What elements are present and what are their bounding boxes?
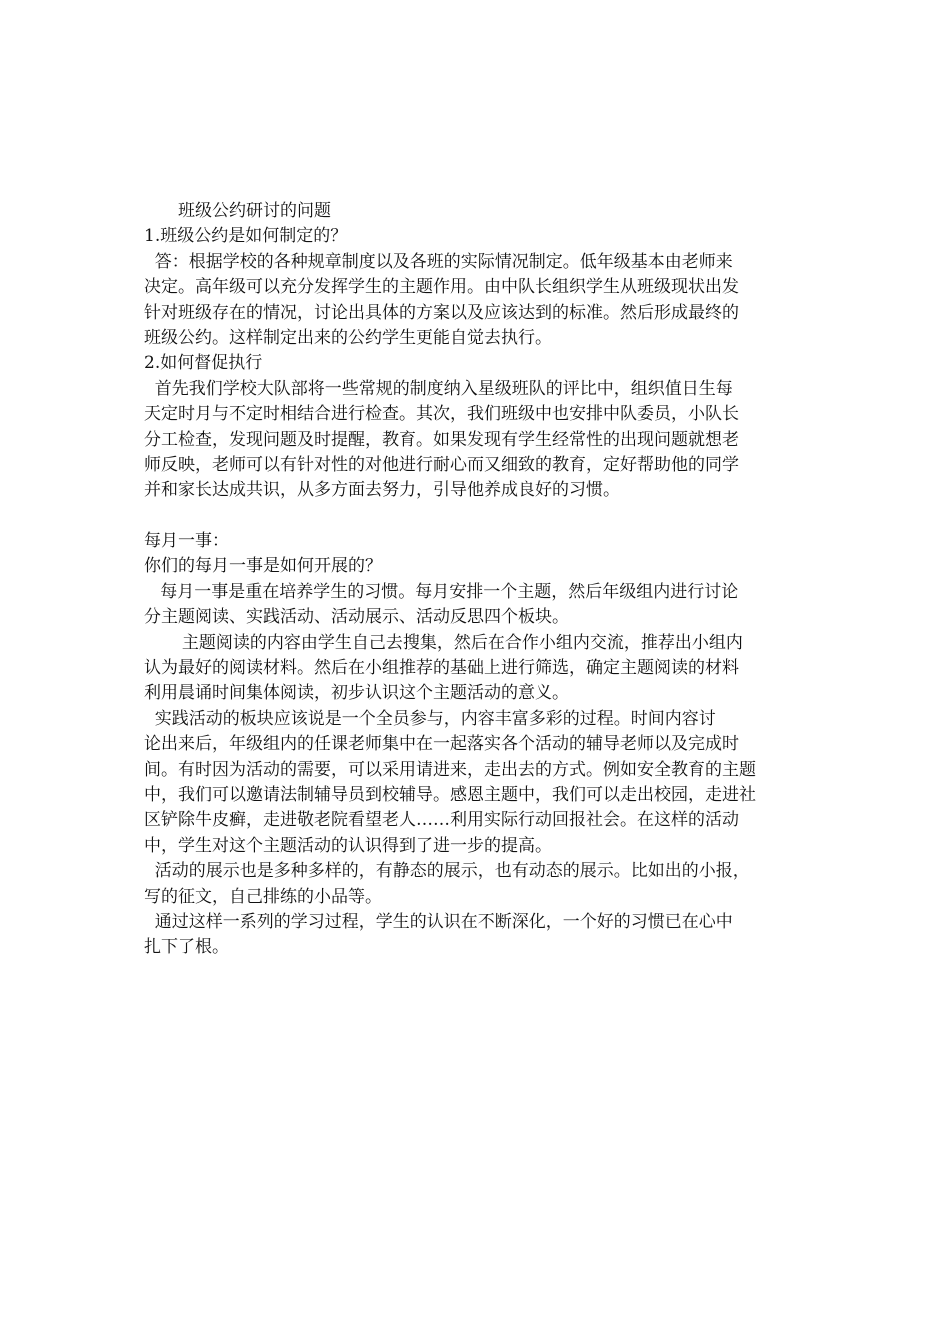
paragraph-line: 活动的展示也是多种多样的，有静态的展示，也有动态的展示。比如出的小报， [144,861,750,882]
paragraph-line: 每月一事是重在培养学生的习惯。每月安排一个主题，然后年级组内进行讨论 [144,581,739,602]
paragraph-line: 师反映，老师可以有针对性的对他进行耐心而又细致的教育，定好帮助他的同学 [144,454,739,475]
paragraph-line: 分主题阅读、实践活动、活动展示、活动反思四个板块。 [144,607,569,628]
section-heading: 1.班级公约是如何制定的？ [144,226,348,247]
paragraph-line: 主题阅读的内容由学生自己去搜集，然后在合作小组内交流，推荐出小组内 [144,632,743,653]
paragraph-line: 认为最好的阅读材料。然后在小组推荐的基础上进行筛选，确定主题阅读的材料 [144,658,739,679]
paragraph-line: 中，我们可以邀请法制辅导员到校辅导。感恩主题中，我们可以走出校园，走进社 [144,784,756,805]
paragraph-line: 首先我们学校大队部将一些常规的制度纳入星级班队的评比中，组织值日生每 [144,378,733,399]
paragraph-line: 间。有时因为活动的需要，可以采用请进来，走出去的方式。例如安全教育的主题 [144,759,756,780]
paragraph-line: 论出来后，年级组内的任课老师集中在一起落实各个活动的辅导老师以及完成时 [144,734,739,755]
paragraph-line: 决定。高年级可以充分发挥学生的主题作用。由中队长组织学生从班级现状出发 [144,277,739,298]
paragraph-line: 班级公约。这样制定出来的公约学生更能自觉去执行。 [144,327,552,348]
paragraph-line: 写的征文，自己排练的小品等。 [144,886,382,907]
paragraph-line: 区铲除牛皮癣，走进敬老院看望老人……利用实际行动回报社会。在这样的活动 [144,810,739,831]
paragraph-line: 答：根据学校的各种规章制度以及各班的实际情况制定。低年级基本由老师来 [144,251,733,272]
paragraph-line: 中，学生对这个主题活动的认识得到了进一步的提高。 [144,835,552,856]
paragraph-line: 针对班级存在的情况，讨论出具体的方案以及应该达到的标准。然后形成最终的 [144,302,739,323]
blank-line [144,504,814,529]
section-heading: 每月一事： [144,531,229,552]
paragraph-line: 实践活动的板块应该说是一个全员参与，内容丰富多彩的过程。时间内容讨 [144,708,716,729]
paragraph-line: 天定时月与不定时相结合进行检查。其次，我们班级中也安排中队委员，小队长 [144,404,739,425]
paragraph-line: 通过这样一系列的学习过程，学生的认识在不断深化，一个好的习惯已在心中 [144,911,733,932]
document-title: 班级公约研讨的问题 [178,201,331,221]
paragraph-line: 利用晨诵时间集体阅读，初步认识这个主题活动的意义。 [144,683,569,704]
document-body [144,199,814,961]
paragraph-line: 并和家长达成共识，从多方面去努力，引导他养成良好的习惯。 [144,480,620,501]
paragraph-line: 分工检查，发现问题及时提醒，教育。如果发现有学生经常性的出现问题就想老 [144,429,739,450]
section-heading: 2.如何督促执行 [144,353,263,374]
paragraph-line: 扎下了根。 [144,937,229,958]
section-question: 你们的每月一事是如何开展的？ [144,556,382,577]
